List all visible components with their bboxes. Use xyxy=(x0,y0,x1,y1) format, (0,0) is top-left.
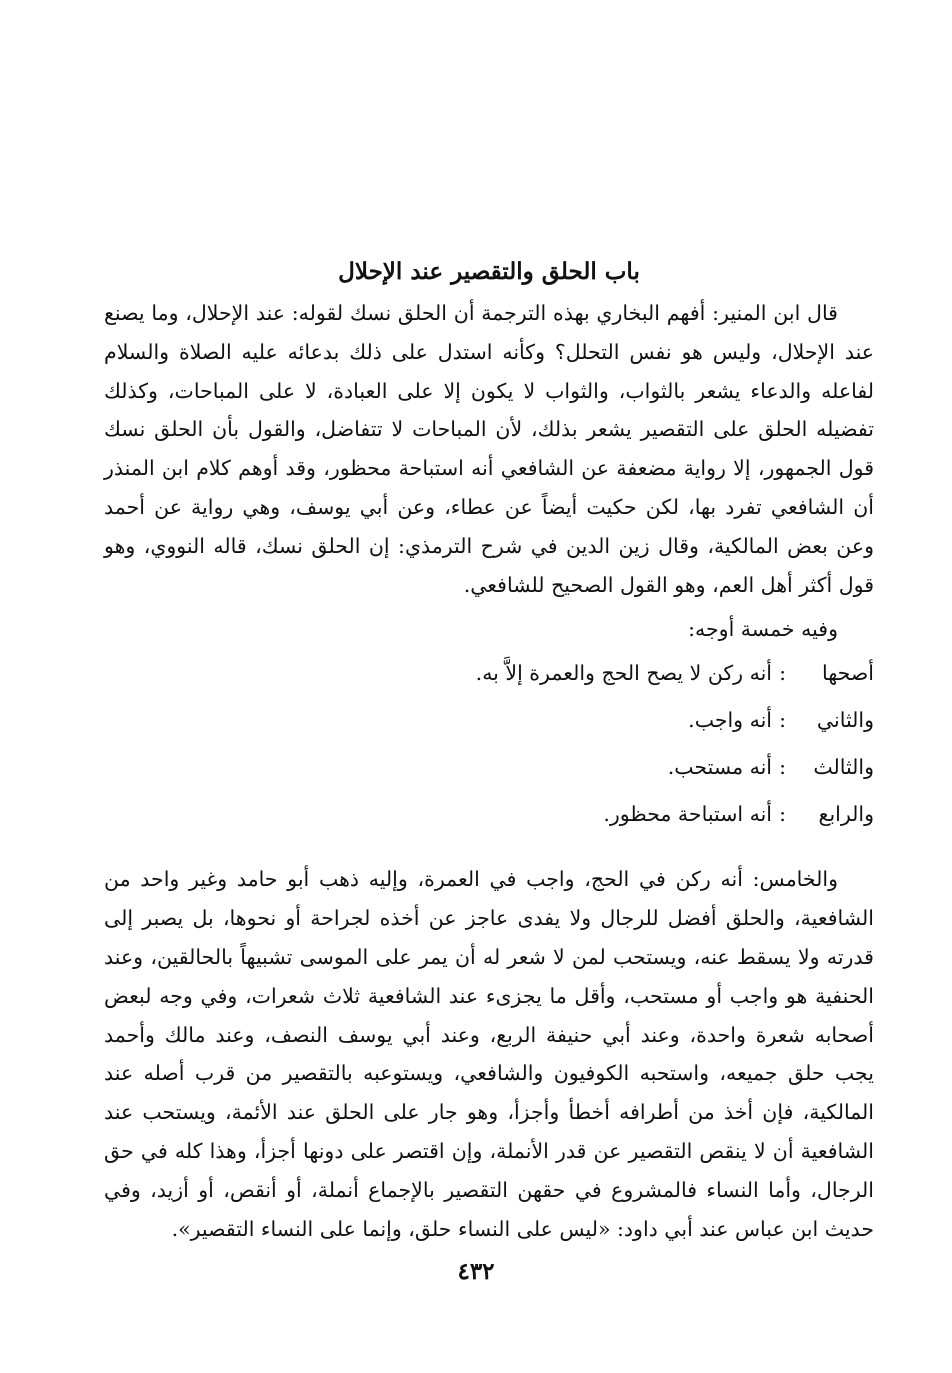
aspect-item-3: والثالث : أنه مستحب. xyxy=(104,744,874,791)
aspect-text: أنه مستحب. xyxy=(667,755,772,780)
aspects-intro: وفيه خمسة أوجه: xyxy=(688,617,838,642)
aspect-item-2: والثاني : أنه واجب. xyxy=(104,697,874,744)
aspect-label: والثالث xyxy=(813,755,874,780)
aspect-text: أنه واجب. xyxy=(688,708,772,733)
aspect-label: والثاني xyxy=(816,708,874,733)
aspect-text: أنه استباحة محظور. xyxy=(603,802,772,827)
aspect-text: أنه ركن لا يصح الحج والعمرة إلاَّ به. xyxy=(475,661,772,686)
aspects-list xyxy=(104,650,874,838)
paragraph-fifth-aspect: والخامس: أنه ركن في الحج، واجب في العمرة، وإليه ذهب أبو حامد وغير واحد من الشافعية، والحلق أفضل للرجال ولا يفدى عاجز عن أخذه لجراحة أو نحوها، بل يصبر إلى قدرته ولا يسقط عنه، ويستحب لمن لا شعر له أن يمر على الموسى تشبيهاً بالحالقين، وعند الحنفية هو واجب أو مستحب، وأقل ما يجزىء عند الشافعية ثلاث شعرات، وفي وجه لبعض أصحابه شعرة واحدة، وعند أبي حنيفة الربع، وعند أبي يوسف النصف، وعند مالك وأحمد يجب حلق جميعه، واستحبه الكوفيون والشافعي، ويستوعبه بالتقصير من قرب أصله عند المالكية، فإن أخذ من أطرافه أخطأ وأجزأ، وهو جار على الحلق عند الأئمة، ويستحب عند الشافعية أن لا ينقص التقصير عن قدر الأنملة، وإن اقتصر على دونها أجزأ، وهذا كله في حق الرجال، وأما النساء فالمشروع في حقهن التقصير بالإجماع أنملة، أو أنقص، أو أزيد، وفي حديث ابن عباس عند أبي داود: «ليس على النساء حلق، وإنما على النساء التقصير». xyxy=(104,867,874,1241)
aspect-item-4: والرابع : أنه استباحة محظور. xyxy=(104,791,874,838)
page-number: ٤٣٢ xyxy=(457,1258,495,1285)
aspect-label: أصحها xyxy=(821,661,874,686)
aspect-label: والرابع xyxy=(818,802,874,827)
paragraph-ibn-almunir: قال ابن المنير: أفهم البخاري بهذه الترجمة أن الحلق نسك لقوله: عند الإحلال، وما يصنع عند الإحلال، وليس هو نفس التحلل؟ وكأنه استدل على ذلك بدعائه عليه الصلاة والسلام لفاعله والدعاء يشعر بالثواب، والثواب لا يكون إلا على العبادة، لا على المباحات، وكذلك تفضيله الحلق على التقصير يشعر بذلك، لأن المباحات لا تتفاضل، والقول بأن الحلق نسك قول الجمهور، إلا رواية مضعفة عن الشافعي أنه استباحة محظور، وقد أوهم كلام ابن المنذر أن الشافعي تفرد بها، لكن حكيت أيضاً عن عطاء، وعن أبي يوسف، وهي رواية عن أحمد وعن بعض المالكية، وقال زين الدين في شرح الترمذي: إن الحلق نسك، قاله النووي، وهو قول أكثر أهل العم، وهو القول الصحيح للشافعي. xyxy=(104,301,874,597)
chapter-heading: باب الحلق والتقصير عند الإحلال xyxy=(338,258,640,285)
page-body xyxy=(104,252,874,1248)
aspect-item-1: أصحها : أنه ركن لا يصح الحج والعمرة إلاَّ به. xyxy=(104,650,874,697)
